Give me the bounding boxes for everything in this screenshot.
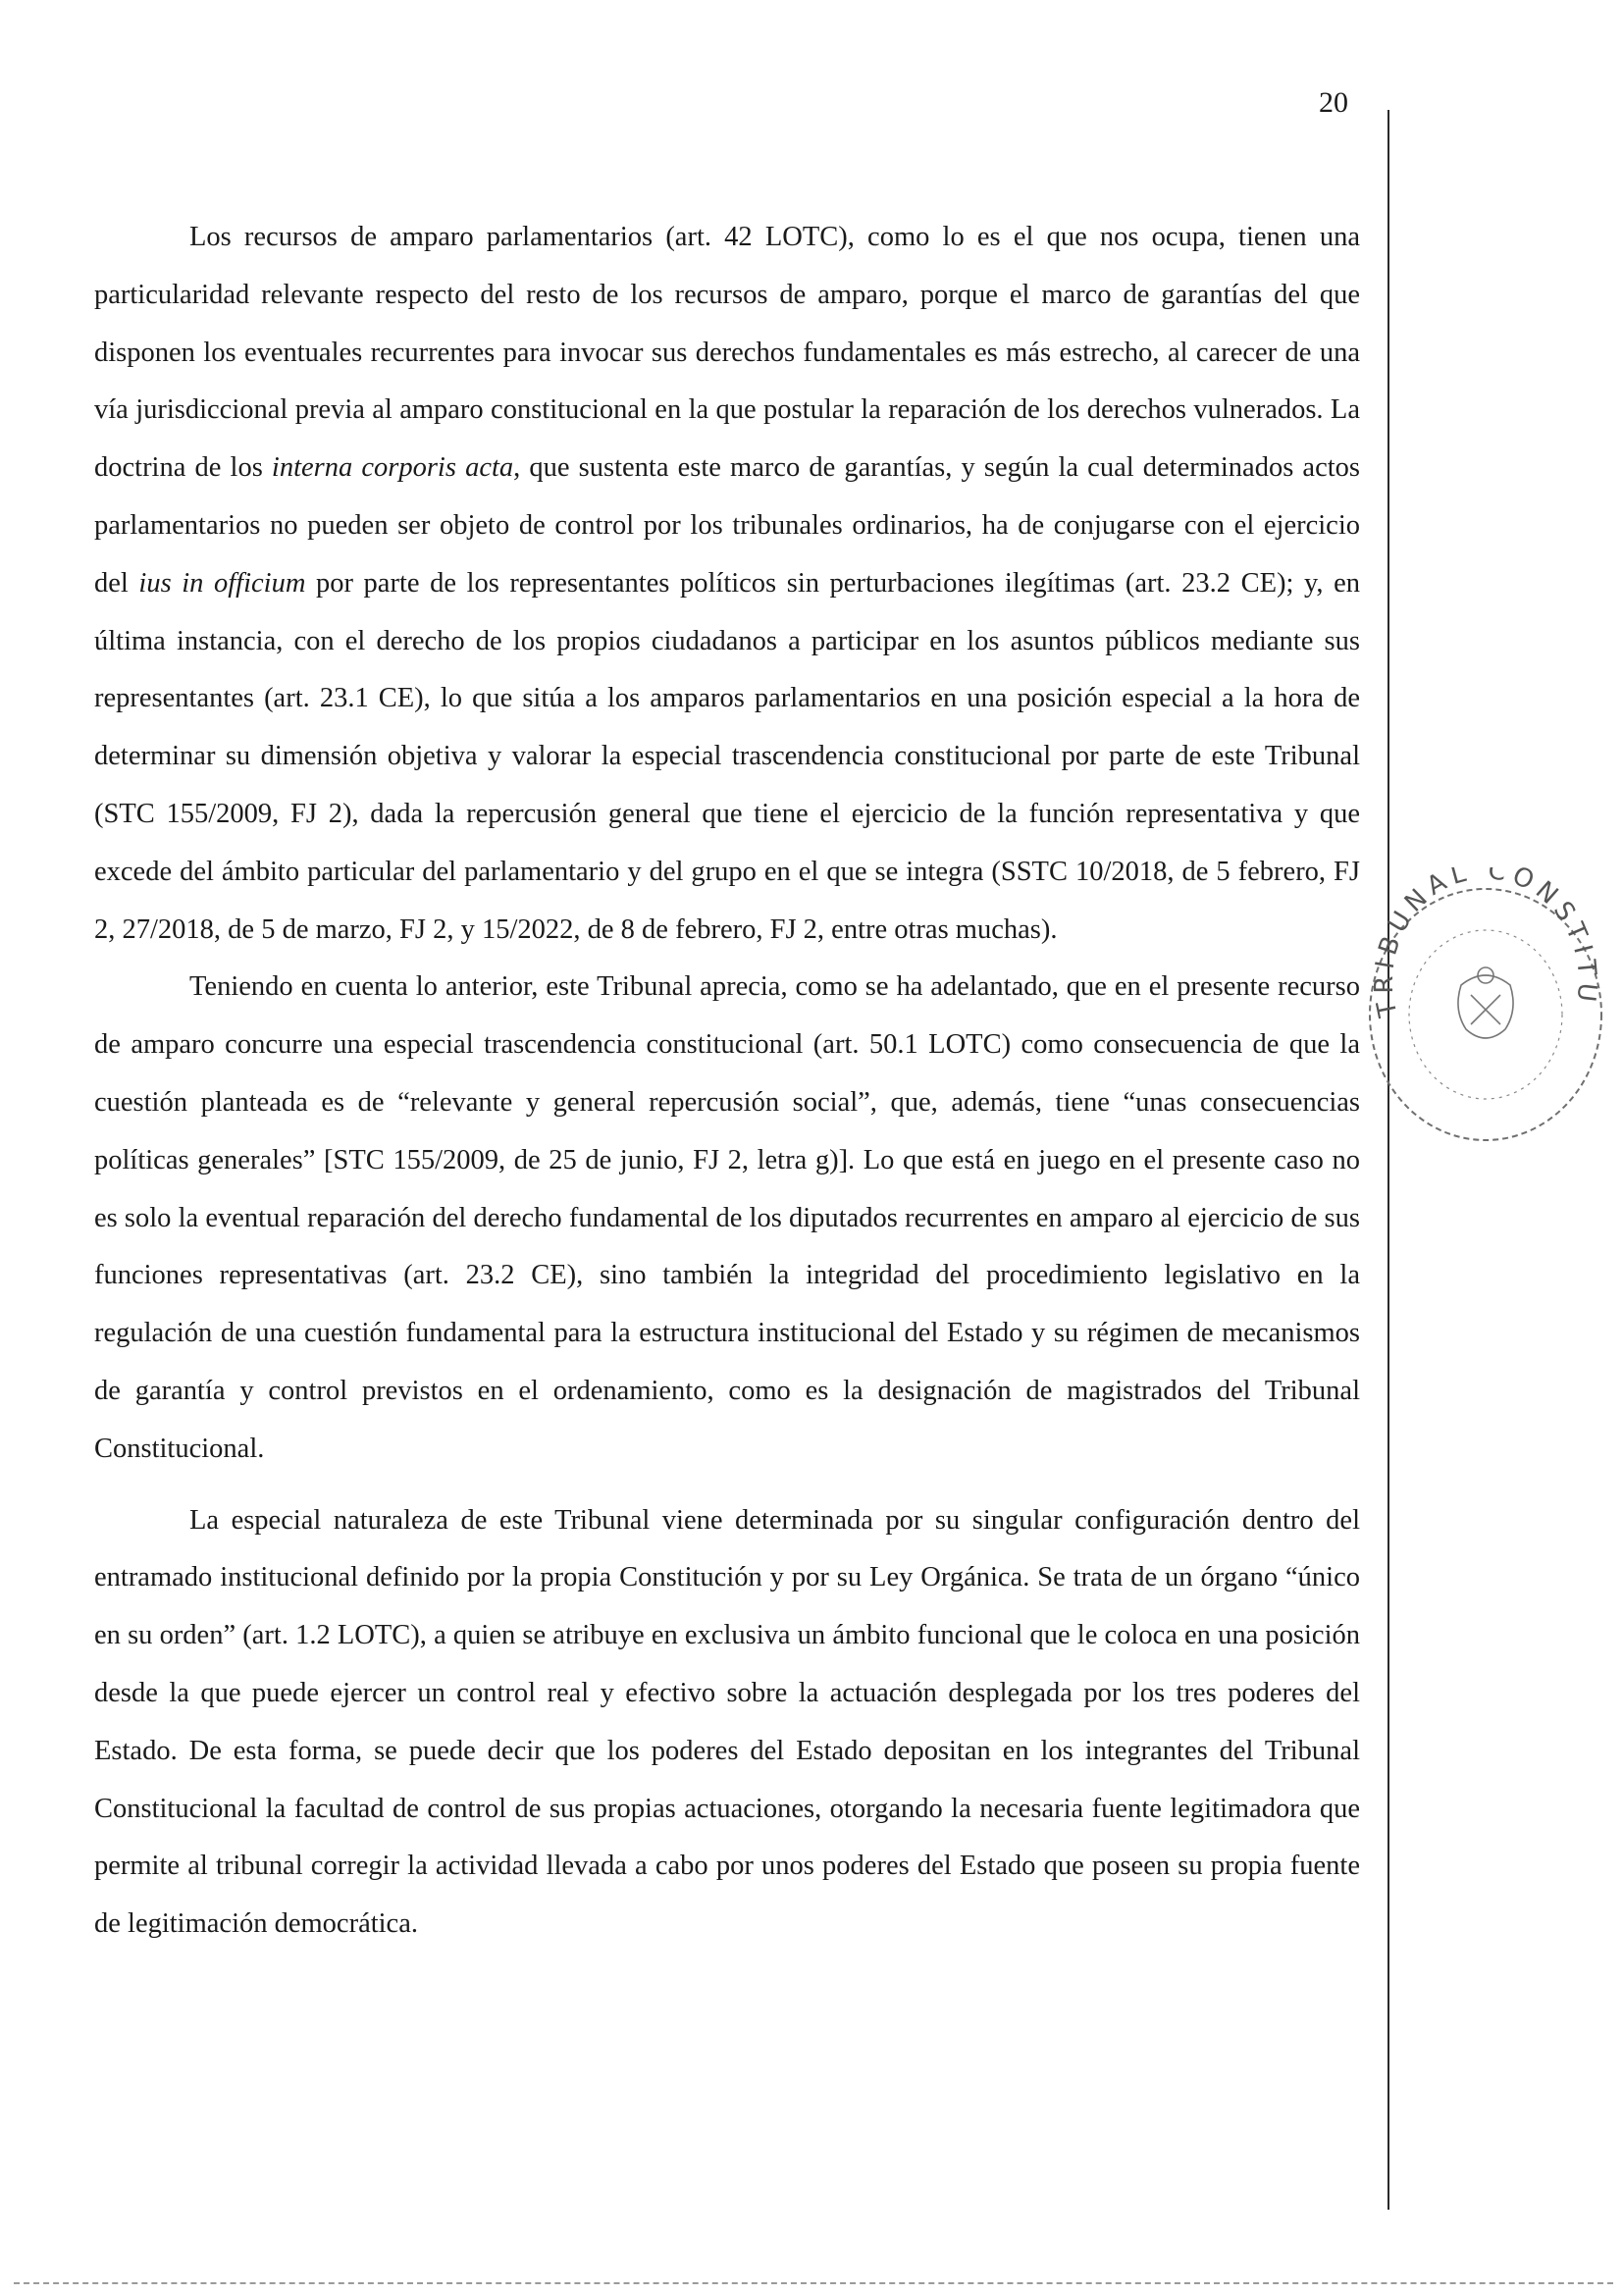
latin-term-interna-corporis-acta: interna corporis acta (271, 452, 514, 484)
paragraph-2 (94, 959, 1360, 1478)
paragraph-1-text: por parte de los representantes políticos sin perturbaciones ilegítimas (art. 23.2 CE); y, en última instancia, con el derecho de los propios ciudadanos a participar en los asuntos públicos mediante sus representantes (art. 23.1 CE), lo que sitúa a los amparos parlamentarios en una posición especial a la hora de determinar su dimensión objetiva y valorar la especial trascendencia constitucional por parte de este Tribunal (STC 155/2009, FJ 2), dada la repercusión general que tiene el ejercicio de la función representativa y que excede del ámbito particular del parlamentario y del grupo en el que se integra (SSTC 10/2018, de 5 febrero, FJ 2, 27/2018, de 5 de marzo, FJ 2, y 15/2022, de 8 de febrero, FJ 2, entre otras muchas). (94, 567, 1360, 945)
svg-text:TRIBUNAL CONSTITUCIONAL: TRIBUNAL CONSTITU (1369, 867, 1602, 1020)
latin-term-ius-in-officium: ius in officium (138, 567, 306, 599)
tribunal-seal-stamp (1358, 867, 1613, 1162)
paragraph-1-text: , que sustenta este marco de garantías, y según la cual determinados actos parlamentarios no pueden ser objeto de control por los tribunales ordinarios, ha de conjugarse con el ejercicio del (94, 452, 1360, 599)
paragraph-1-text: Los recursos de amparo parlamentarios (art. 42 LOTC), como lo es el que nos ocupa, tienen una particularidad relevante respecto del resto de los recursos de amparo, porque el marco de garantías del que disponen los eventuales recurrentes para invocar sus derechos fundamentales es más estrecho, al carecer de una vía jurisdiccional previa al amparo constitucional en la que postular la reparación de los derechos vulnerados. La doctrina de los (94, 222, 1360, 484)
paragraph-3-text: La especial naturaleza de este Tribunal viene determinada por su singular configuración dentro del entramado institucional definido por la propia Constitución y por su Ley Orgánica. Se trata de un órgano “único en su orden” (art. 1.2 LOTC), a quien se atribuye en exclusiva un ámbito funcional que le coloca en una posición desde la que puede ejercer un control real y efectivo sobre la actuación desplegada por los tres poderes del Estado. De esta forma, se puede decir que los poderes del Estado depositan en los integrantes del Tribunal Constitucional la facultad de control de sus propias actuaciones, otorgando la necesaria fuente legitimadora que permite al tribunal corregir la actividad llevada a cabo por unos poderes del Estado que poseen su propia fuente de legitimación democrática. (94, 1504, 1360, 1940)
paragraph-1 (94, 209, 1360, 959)
page-number: 20 (1319, 86, 1348, 119)
paragraph-3 (94, 1492, 1360, 1954)
document-body (94, 209, 1360, 1954)
paragraph-2-text: Teniendo en cuenta lo anterior, este Tribunal aprecia, como se ha adelantado, que en el presente recurso de amparo concurre una especial trascendencia constitucional (art. 50.1 LOTC) como consecuencia de que la cuestión planteada es de “relevante y general repercusión social”, que, además, tiene “unas consecuencias políticas generales” [STC 155/2009, de 25 de junio, FJ 2, letra g)]. Lo que está en juego en el presente caso no es solo la eventual reparación del derecho fundamental de los diputados recurrentes en amparo al ejercicio de sus funciones representativas (art. 23.2 CE), sino también la integridad del procedimiento legislativo en la regulación de una cuestión fundamental para la estructura institucional del Estado y su régimen de mecanismos de garantía y control previstos en el ordenamiento, como es la designación de magistrados del Tribunal Constitucional. (94, 971, 1360, 1464)
bottom-rule (14, 2282, 1613, 2284)
